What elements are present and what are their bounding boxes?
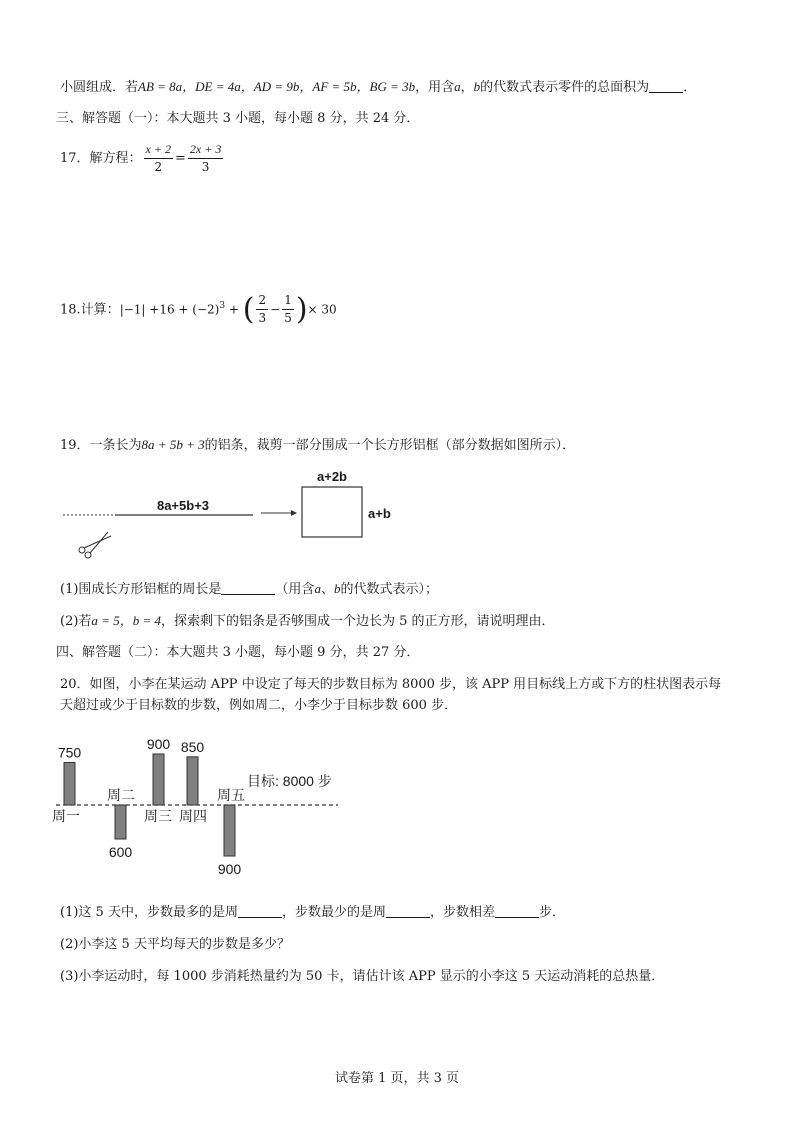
bar-5 xyxy=(224,805,235,856)
q20-stem-line2: 天超过或少于目标数的步数，例如周二，小李少于目标步数 600 步． xyxy=(60,698,458,713)
bar-3 xyxy=(153,754,164,805)
data-label-5: 900 xyxy=(217,861,242,878)
category-label-1: 周一 xyxy=(52,808,80,824)
answer-blank[interactable] xyxy=(495,905,539,918)
rectangle-frame xyxy=(302,487,362,537)
fraction: $\frac{x + 2}{2}$ xyxy=(145,142,171,174)
scissors-icon xyxy=(79,532,111,558)
fraction: $\frac{2}{3}$ xyxy=(258,293,267,326)
bar-1 xyxy=(64,762,75,805)
q20-sub3: (3)小李运动时，每 1000 步消耗热量约为 50 卡，请估计该 APP 显示的小李这 5 天运动消耗的总热量． xyxy=(60,969,665,984)
data-label-2: 600 xyxy=(108,844,133,861)
category-label-2: 周二 xyxy=(107,787,135,803)
q19-sub2: (2)若a = 5，b = 4，探索剩下的铝条是否够围成一个边长为 5 的正方形，请说明理由． xyxy=(60,613,555,629)
data-label-3: 900 xyxy=(146,735,171,752)
data-label-1: 750 xyxy=(57,744,82,761)
answer-blank[interactable] xyxy=(386,905,430,918)
q17: 17．解方程： $\frac{x + 2}{2}$ = $\frac{2x + 3}{3}$ xyxy=(60,142,222,174)
arrow-right-icon xyxy=(261,510,297,516)
fraction: $\frac{2x + 3}{3}$ xyxy=(189,142,222,174)
answer-blank[interactable] xyxy=(649,80,683,93)
q19-sub1: (1)围成长方形铝框的周长是 （用含a、b的代数式表示）； xyxy=(60,581,438,597)
answer-blank[interactable] xyxy=(238,905,282,918)
data-label-4: 850 xyxy=(180,738,205,755)
q18: 18.计算：$|-1| +16 + (-2)^3$ + ( $\frac{2}{3}$ − $\frac{1}{5}$ )× 30 xyxy=(60,291,337,327)
rect-top-label: a+2b xyxy=(317,469,347,484)
category-label-5: 周五 xyxy=(217,787,245,803)
category-label-4: 周四 xyxy=(179,808,207,824)
q19-stem: 19．一条长为8a + 5b + 3的铝条，裁剪一部分围成一个长方形铝框（部分数据如图所示）． xyxy=(60,437,576,453)
rect-side-label: a+b xyxy=(368,506,391,521)
baseline-label: 目标: 8000 步 xyxy=(247,773,332,789)
bar-2 xyxy=(115,805,126,839)
answer-blank[interactable] xyxy=(221,582,275,595)
steps-chart xyxy=(52,728,352,888)
q20-sub1: (1)这 5 天中，步数最多的是周 ，步数最少的是周 ，步数相差 步． xyxy=(60,905,565,920)
section-3-heading: 三、解答题（一）：本大题共 3 小题，每小题 8 分，共 24 分． xyxy=(56,111,420,126)
page-footer: 试卷第 1 页，共 3 页 xyxy=(334,1071,460,1086)
strip-label: 8a+5b+3 xyxy=(156,498,210,513)
bar-4 xyxy=(187,757,198,805)
q20-sub2: (2)小李这 5 天平均每天的步数是多少？ xyxy=(60,937,290,952)
fraction: $\frac{1}{5}$ xyxy=(284,293,292,326)
q16-tail: 小圆组成．若AB = 8a，DE = 4a，AD = 9b，AF = 5b，BG = 3b，用含a，b的代数式表示零件的总面积为 ． xyxy=(60,79,697,95)
section-4-heading: 四、解答题（二）：本大题共 3 小题，每小题 9 分，共 27 分． xyxy=(56,645,420,660)
q19-figure xyxy=(55,462,415,572)
q20-stem-line1: 20．如图，小李在某运动 APP 中设定了每天的步数目标为 8000 步，该 APP 用目标线上方或下方的柱状图表示每 xyxy=(60,677,722,692)
category-label-3: 周三 xyxy=(144,808,172,824)
